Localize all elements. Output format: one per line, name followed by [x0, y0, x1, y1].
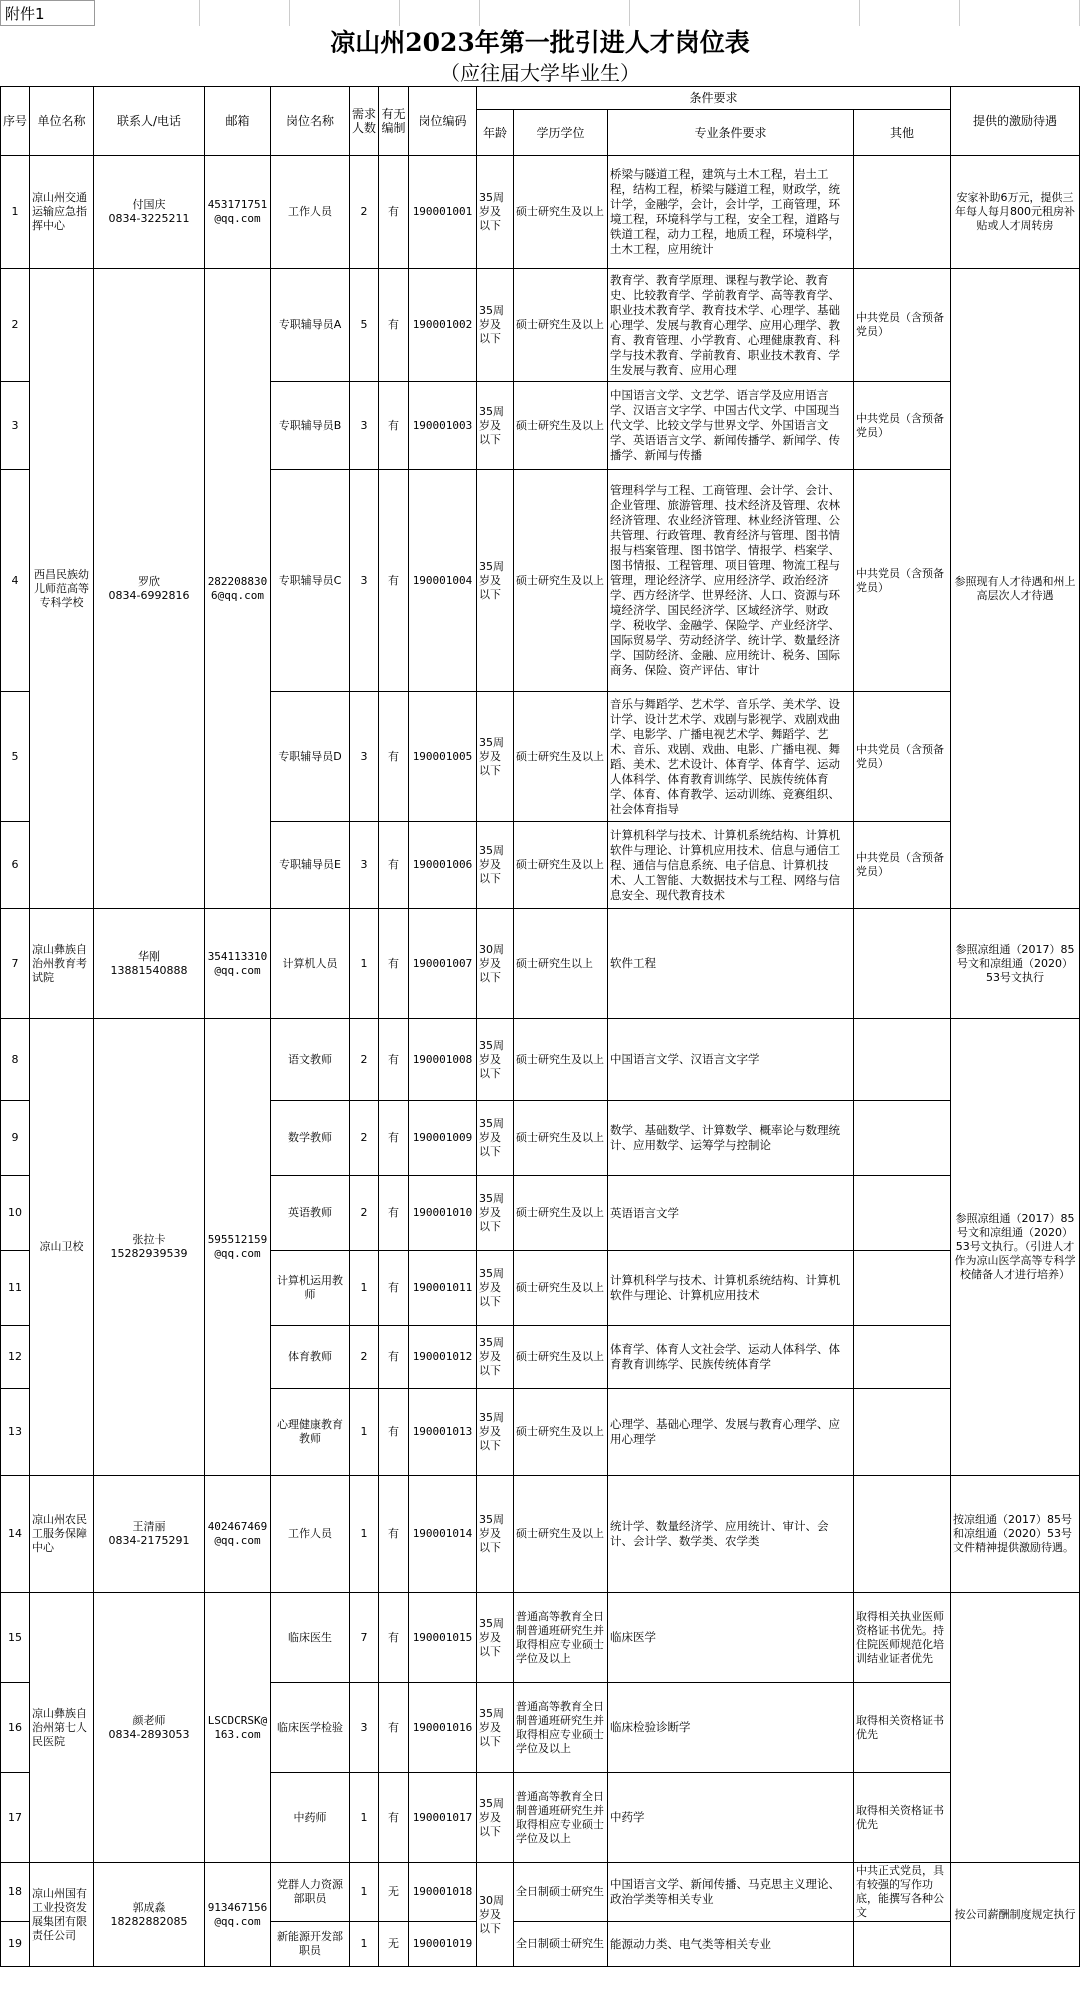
- other: 中共党员（含预备党员）: [854, 382, 951, 470]
- email: 595512159 @qq.com: [205, 1019, 271, 1476]
- table-row: [1, 1593, 1080, 1683]
- email: 282208830 6@qq.com: [205, 269, 271, 909]
- age: 35周岁及以下: [477, 1019, 514, 1101]
- attachment-label: 附件1: [0, 0, 95, 26]
- contact: 付国庆 0834-3225211: [94, 156, 205, 269]
- post-code: 190001015: [409, 1593, 477, 1683]
- post-name: 语文教师: [271, 1019, 350, 1101]
- contact: 张拉卡 15282939539: [94, 1019, 205, 1476]
- age: 35周岁及以下: [477, 1476, 514, 1593]
- major: 中药学: [608, 1773, 854, 1863]
- major: [608, 692, 854, 822]
- major: 能源动力类、电气类等相关专业: [608, 1922, 854, 1967]
- quota: 有: [379, 1476, 409, 1593]
- head-count: 3: [350, 692, 379, 822]
- education: 硕士研究生及以上: [514, 1326, 608, 1389]
- post-name: 专职辅导员D: [271, 692, 350, 822]
- other: 中共党员（含预备党员）: [854, 692, 951, 822]
- other: [854, 1176, 951, 1251]
- header-benefit: 提供的激励待遇: [951, 87, 1080, 156]
- other: 中共党员（含预备党员）: [854, 470, 951, 692]
- header-age: 年龄: [477, 110, 514, 156]
- head-count: 3: [350, 1683, 379, 1773]
- major: 统计学、数量经济学、应用统计、审计、会计、会计学、数学类、农学类: [608, 1476, 854, 1593]
- unit-name: 凉山州农民工服务保障中心: [30, 1476, 94, 1593]
- education: 硕士研究生及以上: [514, 156, 608, 269]
- age: 35周岁及以下: [477, 822, 514, 909]
- post-name: 新能源开发部职员: [271, 1922, 350, 1967]
- major: 临床医学: [608, 1593, 854, 1683]
- other: 取得相关资格证书优先: [854, 1683, 951, 1773]
- other: [854, 1019, 951, 1101]
- header-email: 邮箱: [205, 87, 271, 156]
- post-name: 专职辅导员A: [271, 269, 350, 382]
- age: 35周岁及以下: [477, 269, 514, 382]
- major: 中国语言文学、文艺学、语言学及应用语言学、汉语言文字学、中国古代文学、中国现当代文学、比较文学与世界文学、外国语言文学、英语语言文学、新闻传播学、新闻学、传播学、新闻与传播: [608, 382, 854, 470]
- major: 心理学、基础心理学、发展与教育心理学、应用心理学: [608, 1389, 854, 1476]
- post-code: 190001011: [409, 1251, 477, 1326]
- post-code: 190001003: [409, 382, 477, 470]
- grid-cell: [95, 0, 200, 26]
- post-name: 英语教师: [271, 1176, 350, 1251]
- head-count: 1: [350, 1863, 379, 1922]
- major: 中国语言文学、新闻传播、马克思主义理论、政治学类等相关专业: [608, 1863, 854, 1922]
- head-count: 2: [350, 1101, 379, 1176]
- row-no: 5: [1, 692, 30, 822]
- post-name: 专职辅导员B: [271, 382, 350, 470]
- row-no: 10: [1, 1176, 30, 1251]
- grid-cell: [480, 0, 630, 26]
- row-no: 9: [1, 1101, 30, 1176]
- post-code: 190001012: [409, 1326, 477, 1389]
- post-code: 190001001: [409, 156, 477, 269]
- head-count: 2: [350, 1326, 379, 1389]
- benefit: 参照凉组通（2017）85号文和凉组通（2020）53号文执行: [951, 909, 1080, 1019]
- quota: 有: [379, 1593, 409, 1683]
- other: 取得相关执业医师资格证书优先。持住院医师规范化培训结业证者优先: [854, 1593, 951, 1683]
- row-no: 3: [1, 382, 30, 470]
- head-count: 1: [350, 1251, 379, 1326]
- table-row: [1, 269, 1080, 382]
- major: 桥梁与隧道工程，建筑与土木工程，岩土工程，结构工程，桥梁与隧道工程，财政学，统计学，金融学，会计，会计学，工商管理，环境工程，环境科学与工程，安全工程，道路与铁道工程，动力工程，地质工程，环境科学，土木工程，应用统计: [608, 156, 854, 269]
- major: 体育学、体育人文社会学、运动人体科学、体育教育训练学、民族传统体育学: [608, 1326, 854, 1389]
- age: 35周岁及以下: [477, 1683, 514, 1773]
- post-name: 数学教师: [271, 1101, 350, 1176]
- head-count: 5: [350, 269, 379, 382]
- quota: 有: [379, 156, 409, 269]
- major: 中国语言文学、汉语言文字学: [608, 1019, 854, 1101]
- head-count: 1: [350, 1476, 379, 1593]
- age: 35周岁及以下: [477, 1251, 514, 1326]
- benefit: 参照凉组通（2017）85号文和凉组通（2020）53号文执行。（引进人才作为凉山医学高等专科学校储备人才进行培养）: [951, 1019, 1080, 1476]
- education: 硕士研究生及以上: [514, 382, 608, 470]
- age: 35周岁及以下: [477, 156, 514, 269]
- unit-name: 凉山彝族自治州第七人民医院: [30, 1593, 94, 1863]
- age: 35周岁及以下: [477, 692, 514, 822]
- education: 硕士研究生及以上: [514, 1101, 608, 1176]
- other: [854, 1922, 951, 1967]
- header-conditions: 条件要求: [477, 87, 951, 110]
- quota: 有: [379, 1326, 409, 1389]
- major-text: 教育学、教育学原理、课程与教学论、教育史、比较教育学、学前教育学、高等教育学、职业技术教育学、教育技术学、心理学、基础心理学、发展与教育心理学、应用心理学、教育、教育管理、小学教育、心理健康教育、科学与技术教育、学前教育、职业技术教育、学生发展与教育、应用心理: [610, 272, 840, 377]
- post-code: 190001002: [409, 269, 477, 382]
- quota: 有: [379, 692, 409, 822]
- header-post: 岗位名称: [271, 87, 350, 156]
- major: 数学、基础数学、计算数学、概率论与数理统计、应用数学、运筹学与控制论: [608, 1101, 854, 1176]
- age: 35周岁及以下: [477, 1176, 514, 1251]
- header-contact: 联系人/电话: [94, 87, 205, 156]
- education: 硕士研究生及以上: [514, 1251, 608, 1326]
- head-count: 1: [350, 909, 379, 1019]
- table-row: [1, 156, 1080, 269]
- post-code: 190001006: [409, 822, 477, 909]
- post-code: 190001007: [409, 909, 477, 1019]
- age: 35周岁及以下: [477, 470, 514, 692]
- major: 临床检验诊断学: [608, 1683, 854, 1773]
- header-quota: 有无编制: [379, 87, 409, 156]
- row-no: 15: [1, 1593, 30, 1683]
- post-name: 临床医学检验: [271, 1683, 350, 1773]
- major: 计算机科学与技术、计算机系统结构、计算机软件与理论、计算机应用技术、信息与通信工程、通信与信息系统、电子信息、计算机技术、人工智能、大数据技术与工程、网络与信息安全、现代教育技术: [608, 822, 854, 909]
- education: 硕士研究生及以上: [514, 470, 608, 692]
- head-count: 3: [350, 470, 379, 692]
- post-code: 190001013: [409, 1389, 477, 1476]
- quota: 有: [379, 909, 409, 1019]
- unit-name: 凉山卫校: [30, 1019, 94, 1476]
- age: 35周岁及以下: [477, 1389, 514, 1476]
- post-code: 190001009: [409, 1101, 477, 1176]
- row-no: 17: [1, 1773, 30, 1863]
- other: [854, 1476, 951, 1593]
- benefit: 按凉组通（2017）85号和凉组通（2020）53号文件精神提供激励待遇。: [951, 1476, 1080, 1593]
- table-row: [1, 1476, 1080, 1593]
- education: 硕士研究生及以上: [514, 1476, 608, 1593]
- major: 英语语言文学: [608, 1176, 854, 1251]
- header-count: 需求人数: [350, 87, 379, 156]
- other: 取得相关资格证书优先: [854, 1773, 951, 1863]
- head-count: 1: [350, 1773, 379, 1863]
- quota: 有: [379, 1019, 409, 1101]
- header-major: 专业条件要求: [608, 110, 854, 156]
- major: [608, 470, 854, 692]
- quota: 有: [379, 1773, 409, 1863]
- post-code: 190001010: [409, 1176, 477, 1251]
- post-name: 心理健康教育教师: [271, 1389, 350, 1476]
- post-code: 190001004: [409, 470, 477, 692]
- post-code: 190001005: [409, 692, 477, 822]
- other: 中共正式党员，具有较强的写作功底，能撰写各种公文: [854, 1863, 951, 1922]
- benefit: 安家补助6万元，提供三年每人每月800元租房补贴或人才周转房: [951, 156, 1080, 269]
- email: 913467156 @qq.com: [205, 1863, 271, 1967]
- other: [854, 1251, 951, 1326]
- other: 中共党员（含预备党员）: [854, 269, 951, 382]
- major-text: 音乐与舞蹈学、艺术学、音乐学、美术学、设计学、设计艺术学、戏剧与影视学、戏剧戏曲学、电影学、广播电视艺术学、舞蹈学、艺术、音乐、戏剧、戏曲、电影、广播电视、舞蹈、美术、艺术设计、体育学、体育学、运动人体科学、体育教育训练学、民族传统体育学、体育、体育教学、运动训练、竞赛组织、社会体育指导: [610, 696, 840, 816]
- education: 全日制硕士研究生: [514, 1922, 608, 1967]
- head-count: 7: [350, 1593, 379, 1683]
- row-no: 7: [1, 909, 30, 1019]
- row-no: 19: [1, 1922, 30, 1967]
- head-count: 2: [350, 1176, 379, 1251]
- education: 硕士研究生及以上: [514, 1176, 608, 1251]
- head-count: 3: [350, 822, 379, 909]
- education: 硕士研究生及以上: [514, 692, 608, 822]
- unit-name: 西昌民族幼儿师范高等专科学校: [30, 269, 94, 909]
- contact: 王清丽 0834-2175291: [94, 1476, 205, 1593]
- header-education: 学历学位: [514, 110, 608, 156]
- email: 354113310 @qq.com: [205, 909, 271, 1019]
- age: 35周岁及以下: [477, 1101, 514, 1176]
- header-other: 其他: [854, 110, 951, 156]
- benefit: 按公司薪酬制度规定执行: [951, 1863, 1080, 1967]
- quota: 有: [379, 382, 409, 470]
- quota: 无: [379, 1922, 409, 1967]
- major: 软件工程: [608, 909, 854, 1019]
- age: 30周岁及以下: [477, 909, 514, 1019]
- education: 普通高等教育全日制普通班研究生并取得相应专业硕士学位及以上: [514, 1773, 608, 1863]
- post-code: 190001019: [409, 1922, 477, 1967]
- row-no: 11: [1, 1251, 30, 1326]
- quota: 有: [379, 269, 409, 382]
- row-no: 16: [1, 1683, 30, 1773]
- grid-cell: [630, 0, 860, 26]
- age: 35周岁及以下: [477, 1593, 514, 1683]
- education: 普通高等教育全日制普通班研究生并取得相应专业硕士学位及以上: [514, 1593, 608, 1683]
- education: 硕士研究生以上: [514, 909, 608, 1019]
- other: [854, 156, 951, 269]
- post-name: 专职辅导员C: [271, 470, 350, 692]
- post-name: 党群人力资源部职员: [271, 1863, 350, 1922]
- row-no: 6: [1, 822, 30, 909]
- benefit: 参照现有人才待遇和州上高层次人才待遇: [951, 269, 1080, 909]
- quota: 有: [379, 1176, 409, 1251]
- age: 35周岁及以下: [477, 1326, 514, 1389]
- email: LSCDCRSK@ 163.com: [205, 1593, 271, 1863]
- other: 中共党员（含预备党员）: [854, 822, 951, 909]
- post-name: 计算机人员: [271, 909, 350, 1019]
- age: 35周岁及以下: [477, 1773, 514, 1863]
- education: 硕士研究生及以上: [514, 822, 608, 909]
- table-row: [1, 909, 1080, 1019]
- major: [608, 269, 854, 382]
- post-code: 190001014: [409, 1476, 477, 1593]
- age: 30周岁及以下: [477, 1863, 514, 1967]
- other: [854, 909, 951, 1019]
- education: 硕士研究生及以上: [514, 269, 608, 382]
- education: 硕士研究生及以上: [514, 1389, 608, 1476]
- post-code: 190001008: [409, 1019, 477, 1101]
- head-count: 1: [350, 1922, 379, 1967]
- email: 402467469 @qq.com: [205, 1476, 271, 1593]
- other: [854, 1326, 951, 1389]
- major-text: 管理科学与工程、工商管理、会计学、会计、企业管理、旅游管理、技术经济及管理、农林经济管理、农业经济管理、林业经济管理、公共管理、行政管理、教育经济与管理、图书情报与档案管理、图书馆学、情报学、档案学、图书情报、工程管理、项目管理、物流工程与管理，理论经济学、应用经济学、政治经济学、西方经济学、世界经济、人口、资源与环境经济学、国民经济学、区域经济学、财政学、税收学、金融学、保险学、产业经济学、国际贸易学、劳动经济学、统计学、数量经济学、国防经济、金融、应用统计、税务、国际商务、保险、资产评估、审计: [610, 483, 840, 677]
- grid-cell: [400, 0, 480, 26]
- quota: 有: [379, 470, 409, 692]
- education: 硕士研究生及以上: [514, 1019, 608, 1101]
- contact: 罗欣 0834-6992816: [94, 269, 205, 909]
- head-count: 2: [350, 156, 379, 269]
- quota: 有: [379, 1251, 409, 1326]
- post-code: 190001016: [409, 1683, 477, 1773]
- unit-name: 凉山彝族自治州教育考试院: [30, 909, 94, 1019]
- table-row: [1, 1863, 1080, 1922]
- row-no: 14: [1, 1476, 30, 1593]
- quota: 有: [379, 1683, 409, 1773]
- post-name: 中药师: [271, 1773, 350, 1863]
- contact: 颜老师 0834-2893053: [94, 1593, 205, 1863]
- page-subtitle: （应往届大学毕业生）: [440, 61, 640, 85]
- grid-cell: [960, 0, 1080, 26]
- education: 全日制硕士研究生: [514, 1863, 608, 1922]
- row-no: 13: [1, 1389, 30, 1476]
- education: 普通高等教育全日制普通班研究生并取得相应专业硕士学位及以上: [514, 1683, 608, 1773]
- grid-cell: [860, 0, 960, 26]
- row-no: 12: [1, 1326, 30, 1389]
- email: 453171751 @qq.com: [205, 156, 271, 269]
- quota: 有: [379, 822, 409, 909]
- quota: 有: [379, 1101, 409, 1176]
- row-no: 18: [1, 1863, 30, 1922]
- post-name: 工作人员: [271, 1476, 350, 1593]
- post-code: 190001018: [409, 1863, 477, 1922]
- head-count: 1: [350, 1389, 379, 1476]
- page-title: 凉山州2023年第一批引进人才岗位表: [330, 28, 750, 57]
- post-name: 工作人员: [271, 156, 350, 269]
- head-count: 2: [350, 1019, 379, 1101]
- other: [854, 1389, 951, 1476]
- contact: 华刚 13881540888: [94, 909, 205, 1019]
- header-code: 岗位编码: [409, 87, 477, 156]
- benefit-empty: [951, 1593, 1080, 1863]
- grid-cell: [200, 0, 290, 26]
- contact: 郭成淼 18282882085: [94, 1863, 205, 1967]
- row-no: 1: [1, 156, 30, 269]
- post-code: 190001017: [409, 1773, 477, 1863]
- header-unit: 单位名称: [30, 87, 94, 156]
- table-row: [1, 1019, 1080, 1101]
- unit-name: 凉山州国有工业投资发展集团有限责任公司: [30, 1863, 94, 1967]
- row-no: 2: [1, 269, 30, 382]
- major: 计算机科学与技术、计算机系统结构、计算机软件与理论、计算机应用技术: [608, 1251, 854, 1326]
- post-name: 计算机运用教师: [271, 1251, 350, 1326]
- age: 35周岁及以下: [477, 382, 514, 470]
- quota: 有: [379, 1389, 409, 1476]
- post-name: 专职辅导员E: [271, 822, 350, 909]
- positions-table: [0, 86, 1080, 1967]
- quota: 无: [379, 1863, 409, 1922]
- head-count: 3: [350, 382, 379, 470]
- post-name: 临床医生: [271, 1593, 350, 1683]
- grid-cell: [290, 0, 400, 26]
- post-name: 体育教师: [271, 1326, 350, 1389]
- row-no: 8: [1, 1019, 30, 1101]
- unit-name: 凉山州交通运输应急指挥中心: [30, 156, 94, 269]
- row-no: 4: [1, 470, 30, 692]
- header-no: 序号: [1, 87, 30, 156]
- other: [854, 1101, 951, 1176]
